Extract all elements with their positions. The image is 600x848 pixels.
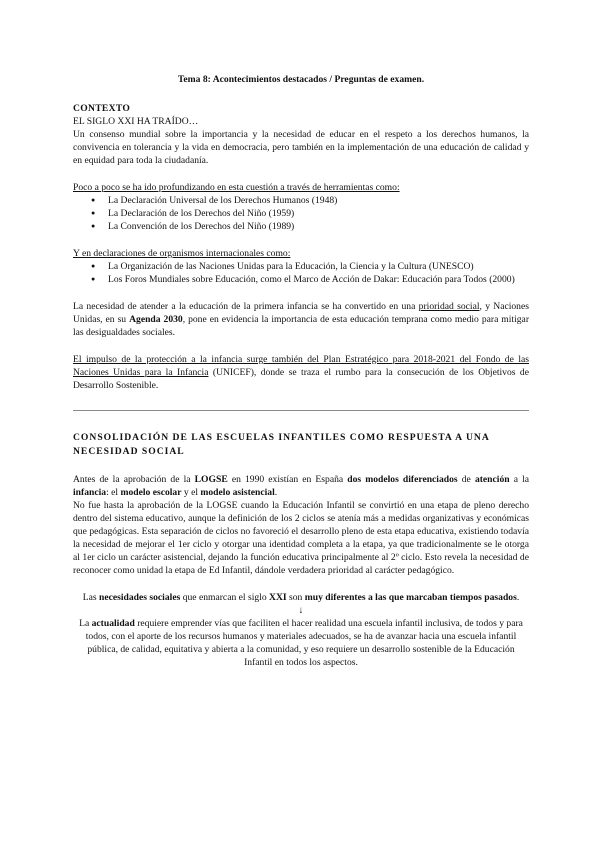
- orgs-list: [73, 260, 529, 286]
- section2-paragraph-4: La actualidad requiere emprender vías que faciliten el hacer realidad una escuela infantil inclusiva, de todos y para todos, con el aporte de los recursos humanos y materiales adecuados, se ha de avanzar hacia una escuela infantil pública, de calidad, equitativa y abierta a la comunidad, y eso requiere un desarrollo sostenible de la Educación Infantil en todos los aspectos.: [79, 618, 523, 668]
- list-item: ● La Convención de los Derechos del Niño (1989): [108, 220, 529, 233]
- section2-paragraph-3: Las necesidades sociales que enmarcan el siglo XXI son muy diferentes a las que marcaban tiempos pasados.: [82, 592, 520, 603]
- list-item: ● La Organización de las Naciones Unidas para la Educación, la Ciencia y la Cultura (UNESCO): [108, 260, 529, 273]
- document-title: Tema 8: Acontecimientos destacados / Preguntas de examen.: [177, 74, 425, 85]
- section-divider: [73, 410, 529, 411]
- list-item: ● La Declaración Universal de los Derechos Humanos (1948): [108, 194, 529, 207]
- priority-social-link: prioridad social: [418, 301, 480, 312]
- context-heading: CONTEXTO: [73, 103, 131, 114]
- context-paragraph: Un consenso mundial sobre la importancia y la necesidad de educar en el respeto a los derechos humanos, la convivencia en tolerancia y la vida en democracia, pero también en la implementación de una educación de calidad y en equidad para toda la ciudadanía.: [73, 129, 529, 166]
- orgs-intro: Y en declaraciones de organismos internacionales como:: [73, 248, 291, 259]
- tools-intro: Poco a poco se ha ido profundizando en esta cuestión a través de herramientas como:: [73, 182, 400, 193]
- context-subheading: EL SIGLO XXI HA TRAÍDO…: [73, 116, 199, 127]
- tools-list: [73, 194, 529, 233]
- priority-paragraph: La necesidad de atender a la educación de la primera infancia se ha convertido en una prioridad social, y Naciones Unidas, en su Agenda 2030, pone en evidencia la importancia de esta educación temprana como medio para mitigar las desigualdades sociales.: [73, 301, 530, 338]
- section2-heading: CONSOLIDACIÓN DE LAS ESCUELAS INFANTILES COMO RESPUESTA A UNA NECESIDAD SOCIAL: [73, 432, 490, 457]
- down-arrow-icon: ↓: [298, 605, 304, 616]
- page-content: [73, 73, 529, 669]
- section2-paragraph-1: Antes de la aprobación de la LOGSE en 1990 existían en España dos modelos diferenciados de atención a la infancia: el modelo escolar y el modelo asistencial.: [73, 474, 530, 498]
- list-item: ● La Declaración de los Derechos del Niño (1959): [108, 207, 529, 220]
- unicef-paragraph: El impulso de la protección a la infancia surge también del Plan Estratégico para 2018-2021 del Fondo de las Naciones Unidas para la Infancia (UNICEF), donde se traza el rumbo para la consecución de los Objetivos de Desarrollo Sostenible.: [73, 354, 529, 391]
- section2-paragraph-2: No fue hasta la aprobación de la LOGSE cuando la Educación Infantil se convirtió en una etapa de pleno derecho dentro del sistema educativo, aunque la definición de los 2 ciclos se atenía más a medidas organizativas y económicas que pedagógicas. Esta separación de ciclos no favoreció el desarrollo pleno de esta etapa educativa, existiendo todavía la necesidad de mejorar el 1er ciclo y otorgar una identidad completa a la etapa, ya que tradicionalmente se le otorga al 1er ciclo un carácter asistencial, dejando la función educativa principalmente al 2º ciclo. Esto revela la necesidad de reconocer como unidad la etapa de Ed Infantil, dándole verdadera prioridad al carácter pedagógico.: [73, 500, 529, 576]
- list-item: ● Los Foros Mundiales sobre Educación, como el Marco de Acción de Dakar: Educación para Todos (2000): [108, 273, 529, 286]
